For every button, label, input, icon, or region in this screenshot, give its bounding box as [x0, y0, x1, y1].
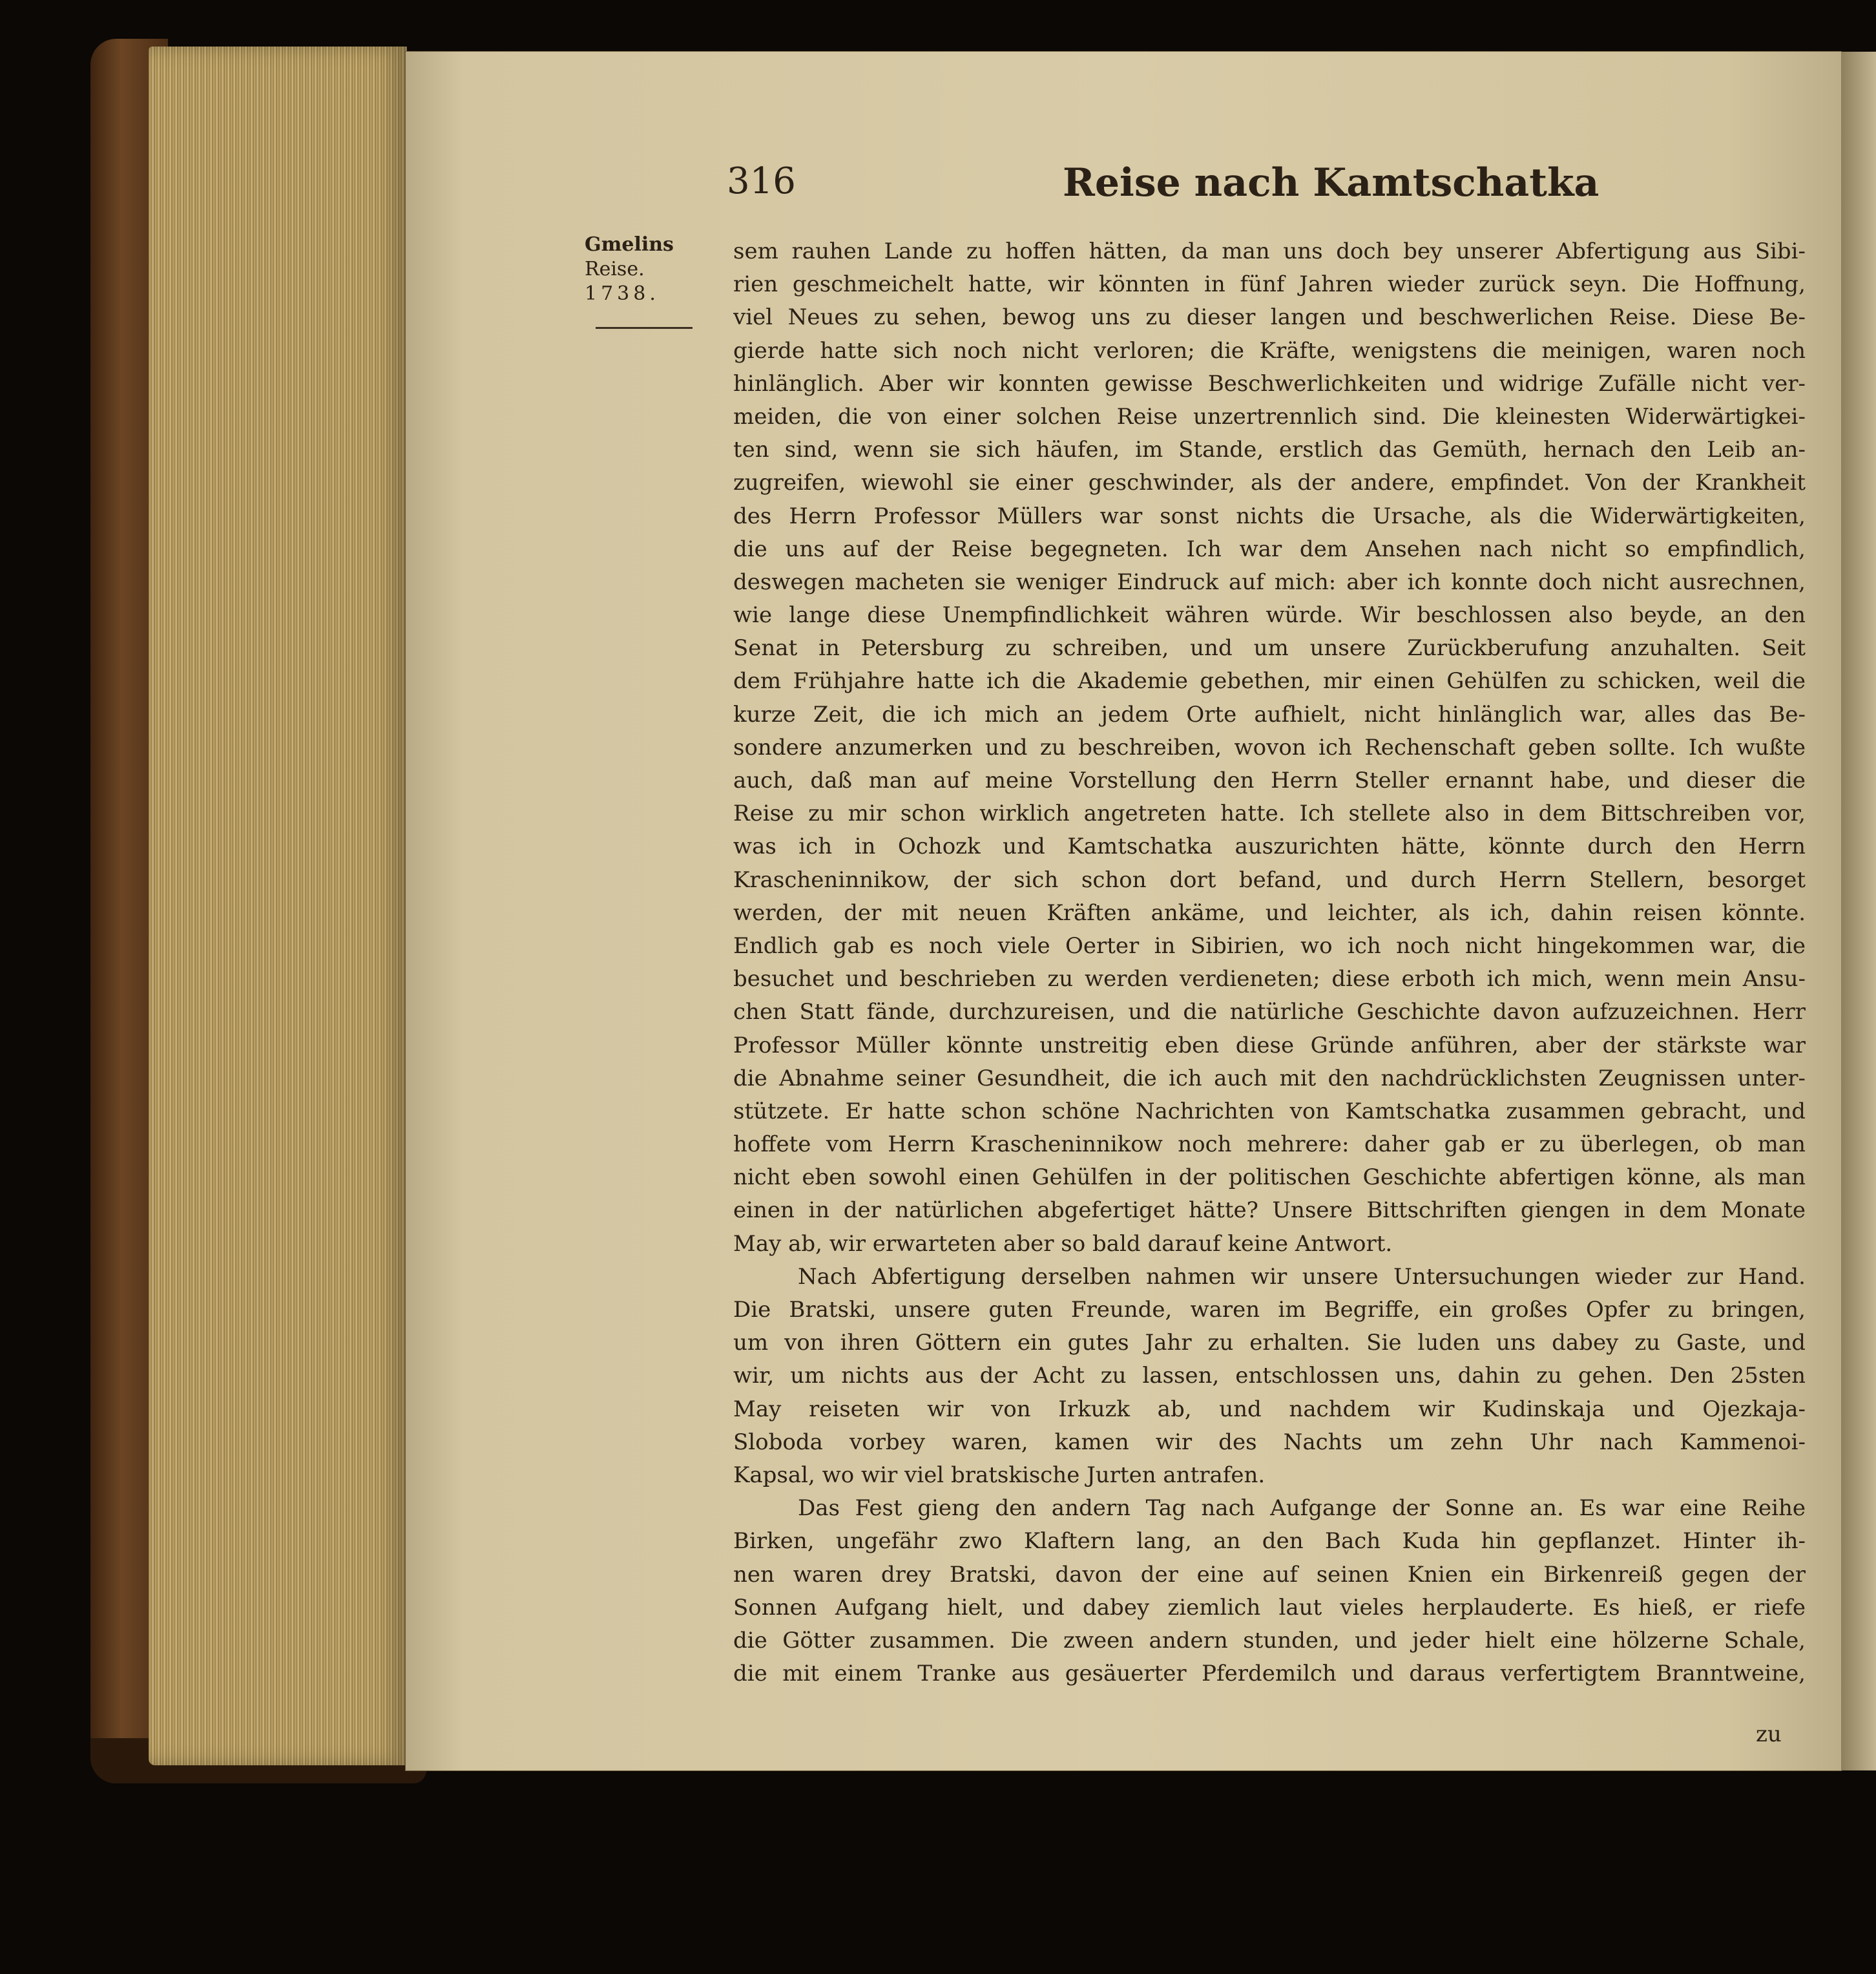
text-line: Sonnen Aufgang hielt, und dabey ziemlich laut vieles herplauderte. Es hieß, er riefe: [733, 1594, 1806, 1621]
text-line: Kapsal, wo wir viel bratskische Jurten antrafen.: [733, 1462, 1266, 1488]
text-line: gierde hatte sich noch nicht verloren; die Kräfte, wenigstens die meinigen, waren noch: [733, 337, 1806, 364]
text-line: Birken, ungefähr zwo Klaftern lang, an den Bach Kuda hin gepflanzet. Hinter ih-: [733, 1528, 1806, 1555]
text-line: zugreifen, wiewohl sie einer geschwinder, als der andere, empfindet. Von der Krankheit: [733, 470, 1806, 496]
margin-rule: [596, 327, 693, 329]
page-edges: [149, 47, 407, 1765]
text-line: wir, um nichts aus der Acht zu lassen, entschlossen uns, dahin zu gehen. Den 25sten: [733, 1363, 1806, 1389]
page-number: 316: [727, 160, 796, 202]
margin-note-year: 1738.: [585, 282, 660, 305]
text-line: nicht eben sowohl einen Gehülfen in der politischen Geschichte abfertigen könne, als man: [733, 1164, 1806, 1191]
text-line: Professor Müller könnte unstreitig eben diese Gründe anführen, aber der stärkste war: [733, 1032, 1806, 1058]
text-line: Die Bratski, unsere guten Freunde, waren im Begriffe, ein großes Opfer zu bringen,: [733, 1297, 1806, 1323]
text-line: sondere anzumerken und zu beschreiben, wovon ich Rechenschaft geben sollte. Ich wußte: [733, 734, 1806, 761]
text-line: werden, der mit neuen Kräften ankäme, und leichter, als ich, dahin reisen könnte.: [733, 899, 1806, 926]
text-line: besuchet und beschrieben zu werden verdieneten; diese erboth ich mich, wenn mein Ansu-: [733, 966, 1806, 992]
text-line: ten sind, wenn sie sich häufen, im Stande, erstlich das Gemüth, hernach den Leib an-: [733, 437, 1806, 463]
margin-note: [585, 233, 707, 306]
text-line: May ab, wir erwarteten aber so bald darauf keine Antwort.: [733, 1230, 1393, 1257]
text-line: die uns auf der Reise begegneten. Ich war dem Ansehen nach nicht so empfindlich,: [733, 536, 1806, 562]
text-line: hinlänglich. Aber wir konnten gewisse Beschwerlichkeiten und widrige Zufälle nicht ver-: [733, 370, 1806, 397]
text-line: die mit einem Tranke aus gesäuerter Pferdemilch und daraus verfertigtem Branntweine,: [733, 1661, 1806, 1687]
text-line: Das Fest gieng den andern Tag nach Aufgange der Sonne an. Es war eine Reihe: [798, 1495, 1806, 1522]
text-line: hoffete vom Herrn Krascheninnikow noch mehrere: daher gab er zu überlegen, ob man: [733, 1131, 1806, 1158]
facing-page-edge: [1841, 52, 1876, 1770]
text-line: einen in der natürlichen abgefertiget hätte? Unsere Bittschriften giengen in dem Monate: [733, 1197, 1806, 1224]
margin-note-author: Gmelins: [585, 233, 674, 256]
text-line: May reiseten wir von Irkuzk ab, und nachdem wir Kudinskaja und Ojezkaja-: [733, 1396, 1806, 1422]
text-line: die Abnahme seiner Gesundheit, die ich auch mit den nachdrücklichsten Zeugnissen unter-: [733, 1065, 1806, 1091]
text-line: Sloboda vorbey waren, kamen wir des Nachts um zehn Uhr nach Kammenoi-: [733, 1429, 1806, 1455]
text-line: des Herrn Professor Müllers war sonst nichts die Ursache, als die Widerwärtigkeiten,: [733, 503, 1806, 529]
text-line: wie lange diese Unempfindlichkeit währen würde. Wir beschlossen also beyde, an den: [733, 602, 1806, 629]
text-line: kurze Zeit, die ich mich an jedem Orte aufhielt, nicht hinlänglich war, alles das Be-: [733, 701, 1806, 728]
text-line: auch, daß man auf meine Vorstellung den Herrn Steller ernannt habe, und dieser die: [733, 768, 1806, 793]
text-line: Endlich gab es noch viele Oerter in Sibirien, wo ich noch nicht hingekommen war, die: [733, 932, 1806, 959]
text-line: um von ihren Göttern ein gutes Jahr zu erhalten. Sie luden uns dabey zu Gaste, und: [733, 1330, 1806, 1356]
text-line: chen Statt fände, durchzureisen, und die natürliche Geschichte davon aufzuzeichnen. Herr: [733, 999, 1806, 1025]
page-header: [727, 160, 1812, 212]
text-line: Senat in Petersburg zu schreiben, und um unsere Zurückberufung anzuhalten. Seit: [733, 635, 1806, 662]
text-line: dem Frühjahre hatte ich die Akademie gebethen, mir einen Gehülfen zu schicken, weil die: [733, 668, 1806, 695]
text-line: rien geschmeichelt hatte, wir könnten in fünf Jahren wieder zurück seyn. Die Hoffnung,: [733, 271, 1806, 298]
text-line: meiden, die von einer solchen Reise unzertrennlich sind. Die kleinesten Widerwärtigkei-: [733, 403, 1806, 430]
body-text: [733, 235, 1806, 1690]
text-line: sem rauhen Lande zu hoffen hätten, da man uns doch bey unserer Abfertigung aus Sibi-: [733, 238, 1806, 264]
text-line: viel Neues zu sehen, bewog uns zu dieser langen und beschwerlichen Reise. Diese Be-: [733, 304, 1806, 331]
margin-note-work: Reise.: [585, 258, 645, 280]
text-line: was ich in Ochozk und Kamtschatka auszurichten hätte, könnte durch den Herrn: [733, 834, 1806, 860]
catchword: zu: [1756, 1721, 1782, 1747]
text-line: deswegen macheten sie weniger Eindruck auf mich: aber ich konnte doch nicht ausrechnen,: [733, 569, 1806, 595]
text-line: Nach Abfertigung derselben nahmen wir unsere Untersuchungen wieder zur Hand.: [798, 1263, 1806, 1290]
text-line: stützete. Er hatte schon schöne Nachrichten von Kamtschatka zusammen gebracht, und: [733, 1098, 1806, 1124]
running-title: Reise nach Kamtschatka: [1063, 160, 1600, 205]
text-line: Krascheninnikow, der sich schon dort befand, und durch Herrn Stellern, besorget: [733, 866, 1806, 893]
text-line: Reise zu mir schon wirklich angetreten hatte. Ich stellete also in dem Bittschreiben vor,: [733, 801, 1806, 827]
text-line: die Götter zusammen. Die zween andern stunden, und jeder hielt eine hölzerne Schale,: [733, 1627, 1806, 1654]
text-line: nen waren drey Bratski, davon der eine auf seinen Knien ein Birkenreiß gegen der: [733, 1561, 1806, 1588]
